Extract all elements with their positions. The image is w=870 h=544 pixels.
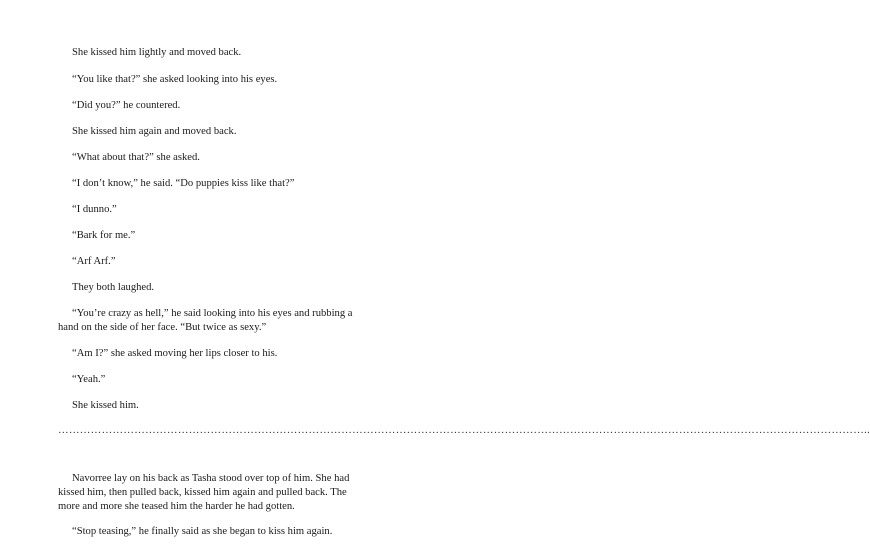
text-line: She kissed him lightly and moved back. [72,47,242,58]
text-line: “Arf Arf.” [72,256,116,267]
text-line: She kissed him. [72,400,139,411]
text-line: “You like that?” she asked looking into his eyes. [72,74,278,85]
text-line: more and more she teased him the harder he had gotten. [58,501,295,512]
text-line: “I dunno.” [72,204,117,215]
text-line: “Yeah.” [72,374,106,385]
text-line: They both laughed. [72,282,155,293]
text-line: Navorree lay on his back as Tasha stood over top of him. She had [72,473,350,484]
section-separator: …………………………………………………………………………………………………………………………………………………………………………………………………….. [58,425,870,436]
text-line: “Stop teasing,” he finally said as she began to kiss him again. [72,526,333,537]
text-line: She kissed him again and moved back. [72,126,237,137]
text-line: “I don’t know,” he said. “Do puppies kiss like that?” [72,178,295,189]
text-line: “Bark for me.” [72,230,136,241]
text-line: “You’re crazy as hell,” he said looking into his eyes and rubbing a [72,308,353,319]
text-line: hand on the side of her face. “But twice as sexy.” [58,322,267,333]
text-line: “Did you?” he countered. [72,100,181,111]
text-line: “Am I?” she asked moving her lips closer to his. [72,348,278,359]
text-line: kissed him, then pulled back, kissed him again and pulled back. The [58,487,347,498]
text-line: “What about that?” she asked. [72,152,200,163]
